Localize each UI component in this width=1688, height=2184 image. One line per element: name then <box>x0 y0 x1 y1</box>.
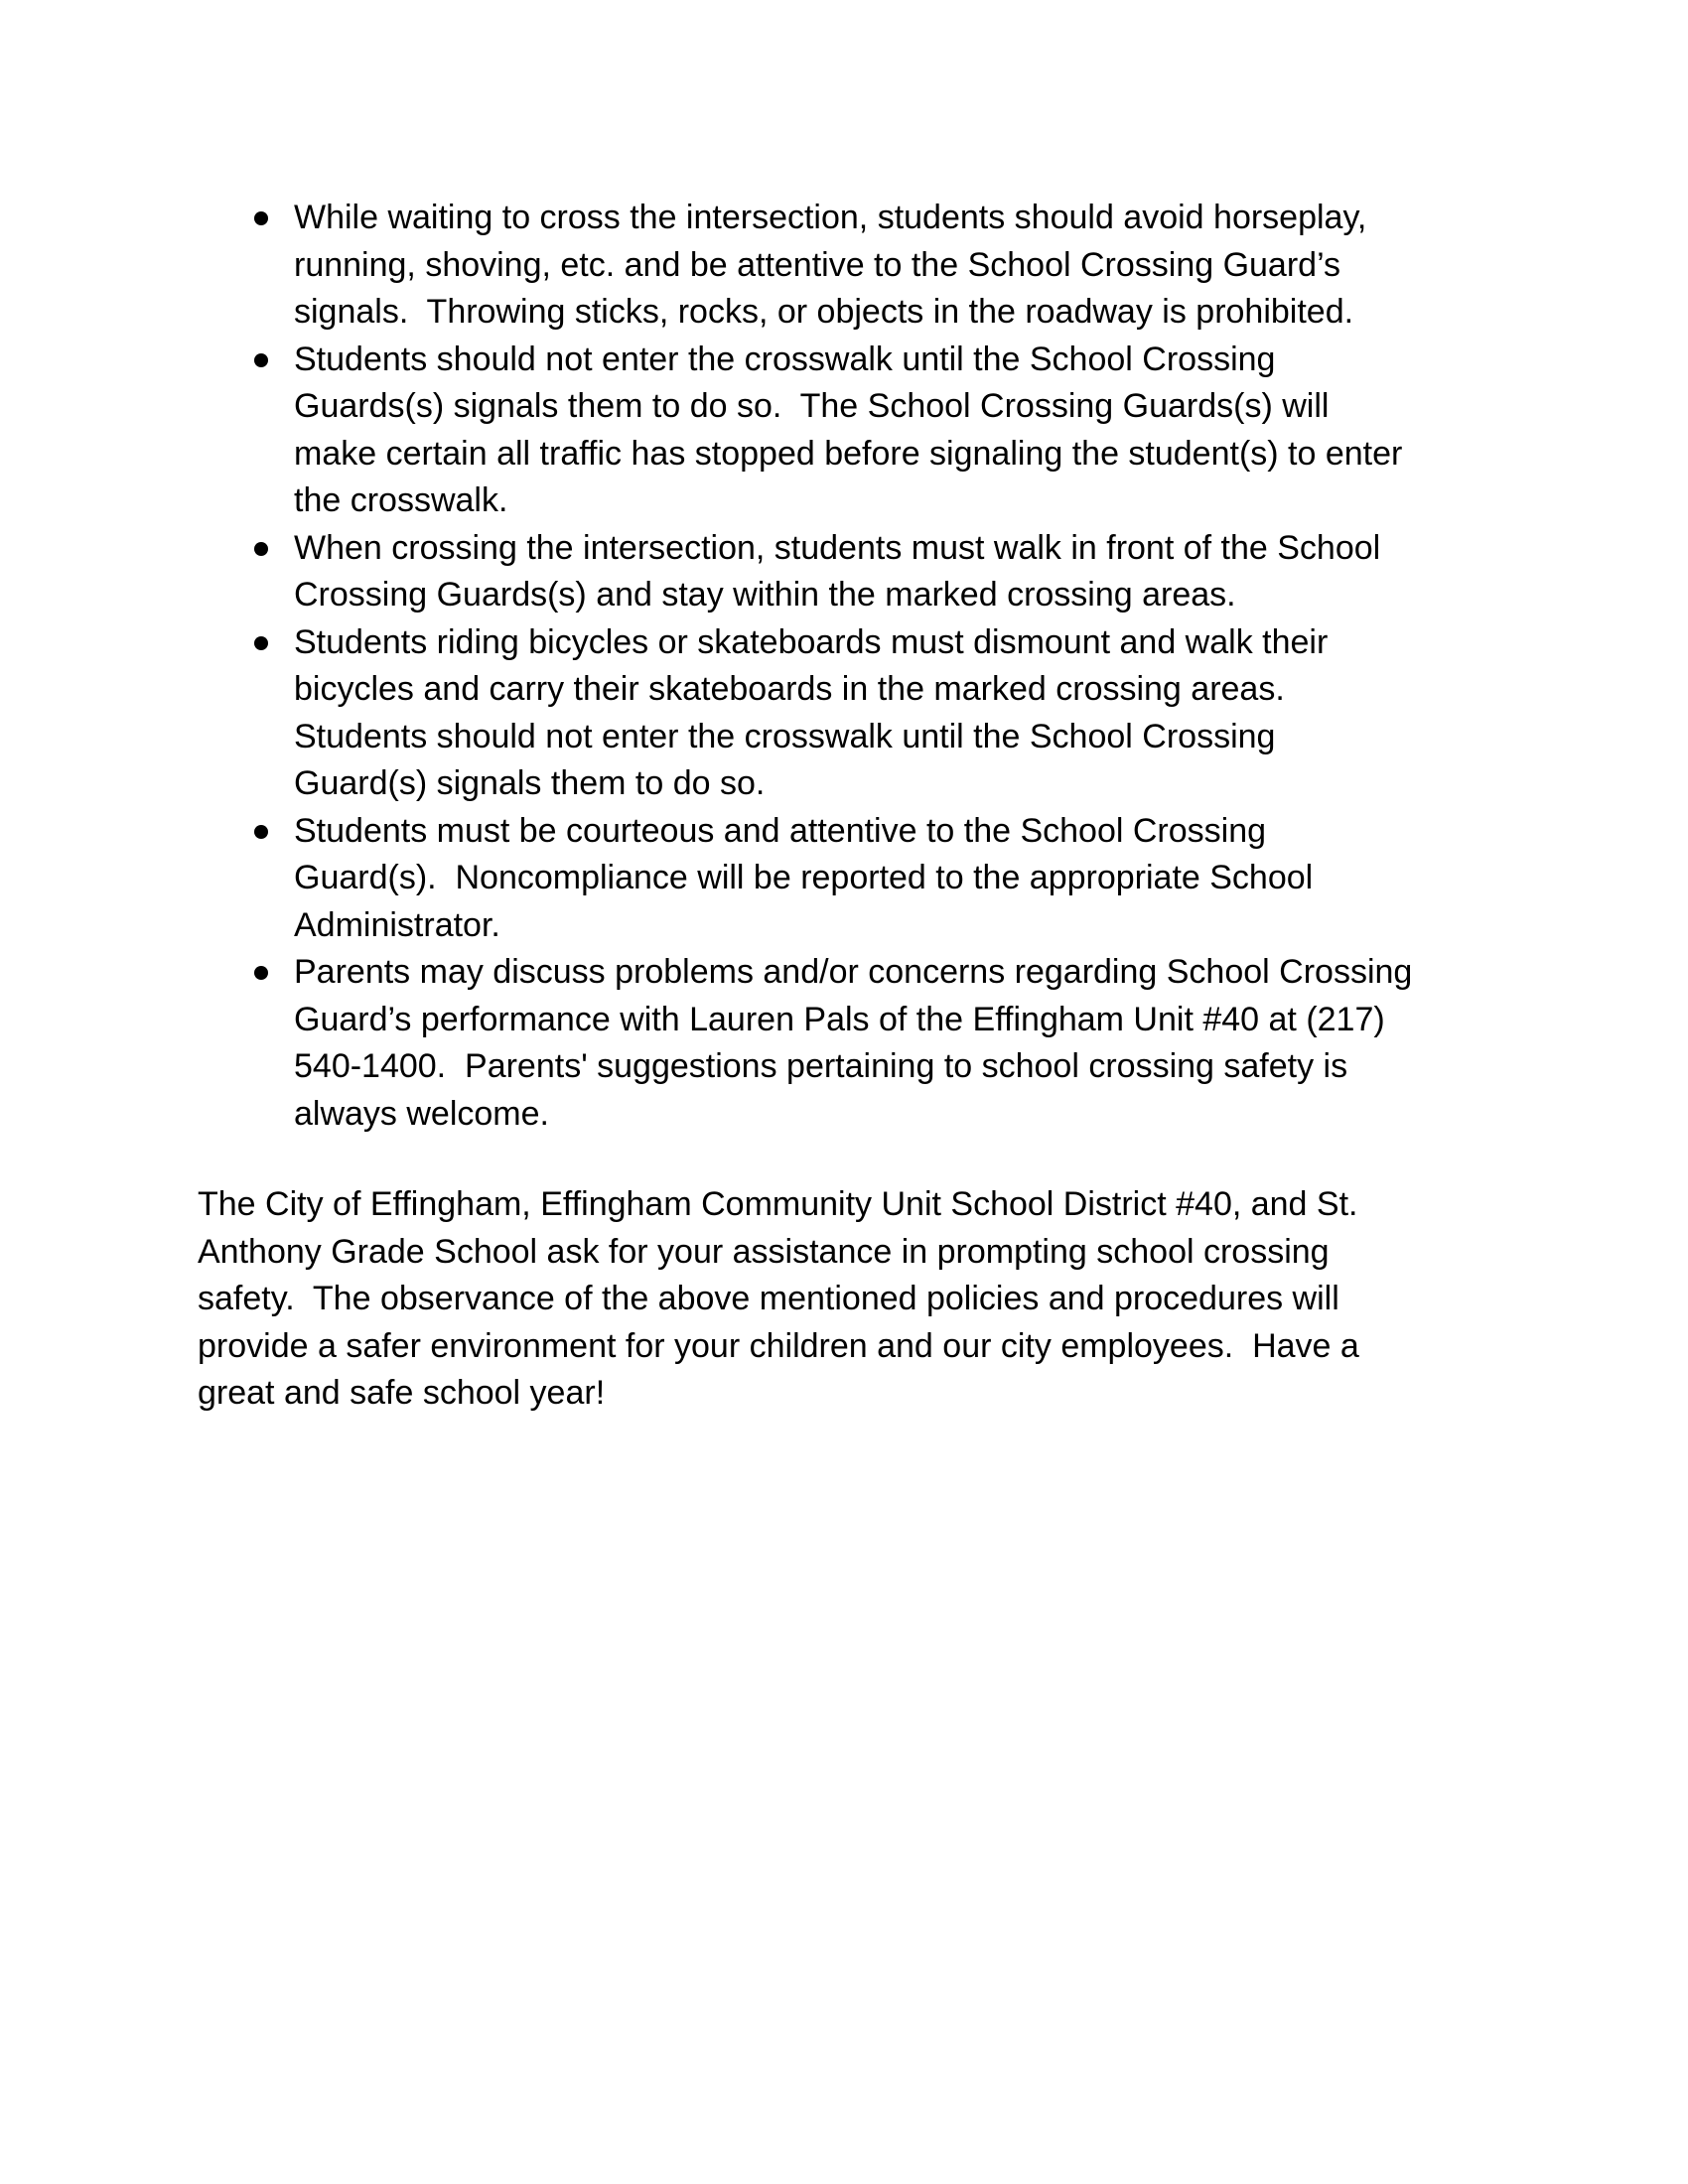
bullet-item-6 <box>294 949 1505 1138</box>
bullet-line: Guards(s) signals them to do so. The School Crossing Guards(s) will <box>294 387 1330 425</box>
bullet-line: Guard(s). Noncompliance will be reported to the appropriate School <box>294 859 1314 896</box>
closing-line: Anthony Grade School ask for your assistance in prompting school crossing <box>198 1232 1330 1271</box>
bullet-line: always welcome. <box>294 1094 549 1133</box>
bullet-line: make certain all traffic has stopped before signaling the student(s) to enter <box>294 434 1403 473</box>
bullet-line: Parents may discuss problems and/or concerns regarding School Crossing <box>294 953 1413 991</box>
bullet-line: bicycles and carry their skateboards in the marked crossing areas. <box>294 670 1285 708</box>
bullet-line: While waiting to cross the intersection, students should avoid horseplay, <box>294 199 1367 236</box>
closing-paragraph <box>198 1181 1488 1418</box>
bullet-item-1 <box>294 195 1505 337</box>
bullet-line: Students riding bicycles or skateboards must dismount and walk their <box>294 622 1329 661</box>
closing-line: The City of Effingham, Effingham Community Unit School District #40, and St. <box>198 1185 1358 1223</box>
bullet-dot-icon <box>254 211 268 225</box>
bullet-item-2 <box>294 337 1505 525</box>
bullet-line: signals. Throwing sticks, rocks, or objects in the roadway is prohibited. <box>294 293 1354 331</box>
bullet-item-4 <box>294 619 1505 808</box>
bullet-line: the crosswalk. <box>294 481 508 519</box>
bullet-dot-icon <box>254 966 268 980</box>
closing-line: provide a safer environment for your children and our city employees. Have a <box>198 1326 1359 1365</box>
bullet-item-5 <box>294 808 1505 950</box>
bullet-item-3 <box>294 525 1505 619</box>
policy-bullet-list <box>294 195 1505 1138</box>
closing-line: safety. The observance of the above mentioned policies and procedures will <box>198 1280 1339 1317</box>
bullet-line: running, shoving, etc. and be attentive to the School Crossing Guard’s <box>294 245 1341 284</box>
bullet-line: When crossing the intersection, students must walk in front of the School <box>294 528 1381 567</box>
bullet-line: Students should not enter the crosswalk until the School Crossing <box>294 340 1276 378</box>
bullet-dot-icon <box>254 353 268 367</box>
bullet-dot-icon <box>254 542 268 556</box>
bullet-dot-icon <box>254 825 268 839</box>
bullet-line: Students must be courteous and attentive to the School Crossing <box>294 811 1267 850</box>
bullet-dot-icon <box>254 636 268 650</box>
closing-line: great and safe school year! <box>198 1374 606 1412</box>
bullet-line: 540-1400. Parents' suggestions pertaining to school crossing safety is <box>294 1047 1348 1085</box>
bullet-line: Administrator. <box>294 905 500 944</box>
bullet-line: Students should not enter the crosswalk until the School Crossing <box>294 717 1276 755</box>
bullet-line: Crossing Guards(s) and stay within the marked crossing areas. <box>294 576 1236 614</box>
bullet-line: Guard(s) signals them to do so. <box>294 764 766 802</box>
bullet-line: Guard’s performance with Lauren Pals of the Effingham Unit #40 at (217) <box>294 1000 1385 1038</box>
